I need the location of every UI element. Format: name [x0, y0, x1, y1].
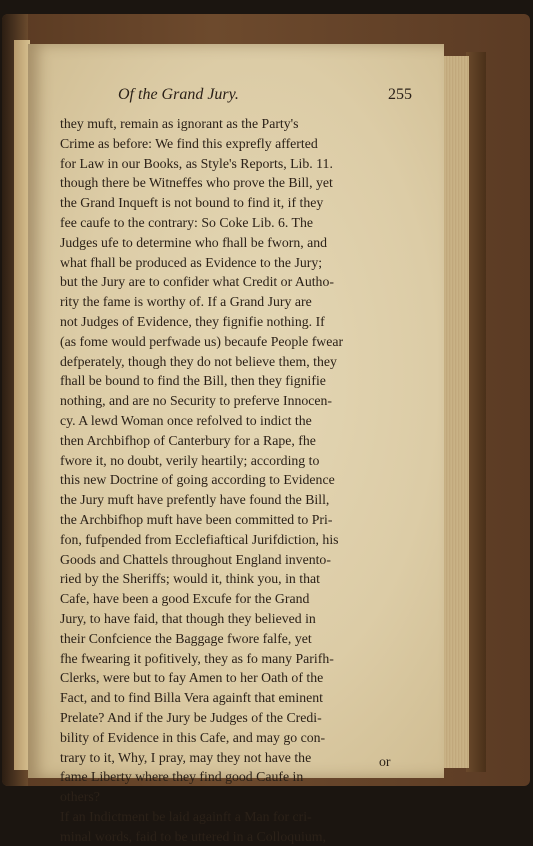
text-line: Cafe, have been a good Excufe for the Grand [60, 591, 310, 607]
page-number: 255 [388, 86, 412, 103]
text-line: others? [60, 789, 100, 805]
text-line: trary to it, Why, I pray, may they not have the [60, 749, 312, 765]
page-header [60, 86, 416, 106]
text-line: the Jury muft have prefently have found the Bill, [60, 492, 330, 508]
text-line: but the Jury are to confider what Credit or Autho- [60, 274, 334, 290]
text-line: though there be Witneffes who prove the Bill, yet [60, 175, 333, 191]
text-line: the Grand Inqueft is not bound to find it, if they [60, 195, 324, 211]
text-line: what fhall be produced as Evidence to the Jury; [60, 254, 323, 270]
text-line: cy. A lewd Woman once refolved to indict the [60, 412, 312, 428]
text-line: Clerks, were but to fay Amen to her Oath of the [60, 670, 324, 686]
text-line: rity the fame is worthy of. If a Grand Jury are [60, 294, 312, 310]
text-line: they muft, remain as ignorant as the Party's [60, 116, 299, 131]
text-line: their Confcience the Baggage fwore falfe, yet [60, 630, 312, 646]
text-line: minal words, faid to be uttered in a Colloquium, [60, 828, 326, 844]
text-line: nothing, and are no Security to preferve Innocen- [60, 393, 333, 409]
text-line: Judges ufe to determine who fhall be fworn, and [60, 234, 328, 250]
text-line: (as fome would perfwade us) becaufe People fwear [60, 333, 344, 349]
text-line: the Archbifhop muft have been committed to Pri- [60, 511, 333, 527]
text-line: Crime as before: We find this exprefly afferted [60, 135, 318, 151]
page-text [60, 86, 416, 846]
text-line: bility of Evidence in this Cafe, and may go con- [60, 729, 326, 745]
text-line: fhall be bound to find the Bill, then they fignifie [60, 373, 326, 389]
text-line: Prelate? And if the Jury be Judges of the Credi- [60, 709, 322, 725]
text-line: for Law in our Books, as Style's Reports, Lib. 11. [60, 155, 333, 171]
body-text [60, 114, 416, 846]
text-line: fame Liberty where they find good Caufe in [60, 769, 304, 785]
text-line: not Judges of Evidence, they fignifie nothing. If [60, 313, 325, 329]
text-line: Fact, and to find Billa Vera againft that eminent [60, 690, 323, 706]
text-line: Jury, to have faid, that though they believed in [60, 610, 316, 626]
cover-edge [466, 52, 486, 772]
text-line: fhe fwearing it pofitively, they as fo many Parifh- [60, 650, 334, 666]
text-line: Goods and Chattels throughout England invento- [60, 551, 331, 567]
text-line: fon, fufpended from Ecclefiaftical Jurifdiction, his [60, 531, 339, 547]
text-line: this new Doctrine of going according to Evidence [60, 472, 335, 488]
text-line: then Archbifhop of Canterbury for a Rape, fhe [60, 432, 316, 448]
text-line: ried by the Sheriffs; would it, think you, in that [60, 571, 320, 587]
text-line: defperately, though they do not believe them, they [60, 353, 337, 369]
catchword: or [379, 754, 391, 769]
text-line: fee caufe to the contrary: So Coke Lib. 6. The [60, 214, 313, 230]
running-head: Of the Grand Jury. [118, 86, 239, 103]
text-line: If an Indictment be laid againft a Man for cri- [60, 808, 312, 824]
text-line: fwore it, no doubt, verily heartily; according to [60, 452, 320, 468]
